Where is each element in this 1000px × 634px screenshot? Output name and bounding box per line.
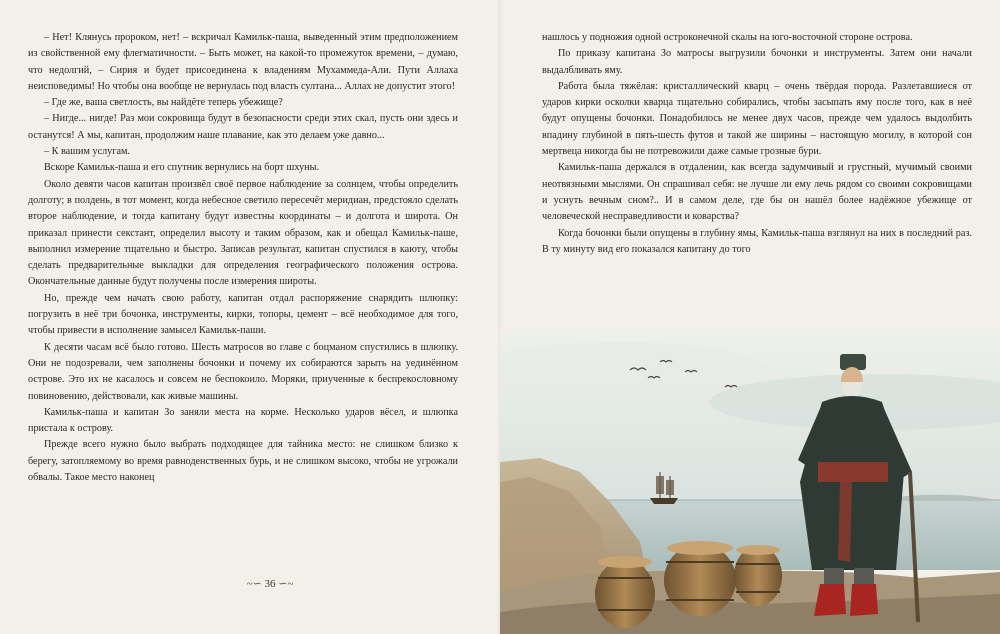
right-page (542, 30, 972, 330)
paragraph: Работа была тяжёлая: кристаллический кварц – очень твёрдая порода. Разлетавшиеся от ударов кирки осколки кварца тщательно собирались, чтобы засыпать яму после того, как в неё будут опущены бочонки. Понадобилось не менее двух часов, прежде чем удалось выдолбить впадину глубиной в пять-шесть футов и такой же ширины – настоящую могилу, в которой сон мертвеца никогда бы не потревожили даже самые грозные бури. (542, 80, 972, 158)
paragraph: Но, прежде чем начать свою работу, капитан отдал распоряжение снарядить шлюпку: погрузить в неё три бочонка, инструменты, кирки, топоры, цемент – всё необходимое для того, чтобы привести в исполнение замысел Камильк-паши. (28, 292, 458, 337)
left-page (28, 30, 458, 630)
paragraph: Камильк-паша держался в отдалении, как всегда задумчивый и грустный, мучимый своими неотвязными мыслями. Он спрашивал себя: не лучше ли ему лечь рядом со своими сокровищами и уснуть вечным сном?.. И в самом деле, где бы он нашёл более надёжное убежище от человеческой несправедливости и коварства? (542, 162, 972, 223)
paragraph: – Где же, ваша светлость, вы найдёте теперь убежище? (44, 97, 283, 109)
paragraph: Вскоре Камильк-паша и его спутник вернулись на борт шхуны. (44, 162, 320, 174)
paragraph: Прежде всего нужно было выбрать подходящее для тайника место: не слишком близко к берегу, затопляемому во время равноденственных бурь, и не слишком высоко, чтобы не угрожали обвалы. Такое место наконец (28, 439, 458, 484)
paragraph: По приказу капитана Зо матросы выгрузили бочонки и инструменты. Затем они начали выдалбливать яму. (542, 48, 972, 76)
ornament-left: ~∽ (246, 578, 262, 590)
paragraph: – К вашим услугам. (44, 146, 130, 158)
treasure-burial-illustration (500, 332, 1000, 634)
barrel-icon (664, 541, 736, 616)
paragraph: Камильк-паша и капитан Зо заняли места на корме. Несколько ударов вёсел, и шлюпка пристала к острову. (28, 406, 458, 435)
paragraph: Около девяти часов капитан произвёл своё первое наблюдение за солнцем, чтобы определить долготу; в полдень, в тот момент, когда небесное светило пересечёт меридиан, предстояло сделать второе наблюдение, и тогда капитану будут известны координаты – и долгота и широта. Он приказал принести секстант, определил высоту и таким образом, как и обещал Камильк-паше, выполнил измерение тщательно и быстро. Записав результат, капитан спустился в каюту, чтобы сделать предварительные выкладки для определения географического положения острова. Окончательные данные будут получены после измерения широты. (28, 178, 458, 288)
paragraph: – Нет! Клянусь пророком, нет! – вскричал Камильк-паша, выведенный этим предположением из свойственной ему флегматичности. – Быть может, на какой-то промежуток времени, – думаю, что недолгий, – Сирия и будет присоединена к владениям Мухаммеда-Али. Пути Аллаха неисповедимы! Но чтобы она вообще не вернулась под власть султана... Аллах не допустит этого! (28, 32, 458, 92)
ornament-right: ∽~ (278, 578, 294, 590)
page-number-text: 36 (264, 578, 276, 590)
paragraph: – Нигде... нигде! Раз мои сокровища будут в безопасности среди этих скал, пусть они здесь и останутся! А мы, капитан, продолжим наше плавание, как это делаем уже давно... (28, 113, 458, 141)
illustration-svg (500, 332, 1000, 634)
paragraph: К десяти часам всё было готово. Шесть матросов во главе с боцманом спустились в шлюпку. Они не подозревали, чем заполнены бочонки и почему их собираются зарыть на уединённом острове. Это их не касалось и совсем не беспокоило. Моряки, приученные к беспрекословному повиновению, действовали, как живые машины. (28, 341, 458, 402)
page-number (230, 577, 310, 590)
paragraph: нашлось у подножия одной остроконечной скалы на юго-восточной стороне острова. (542, 32, 913, 43)
paragraph: Когда бочонки были опущены в глубину ямы, Камильк-паша взглянул на них в последний раз. В ту минуту вид его показался капитану до того (542, 227, 972, 255)
